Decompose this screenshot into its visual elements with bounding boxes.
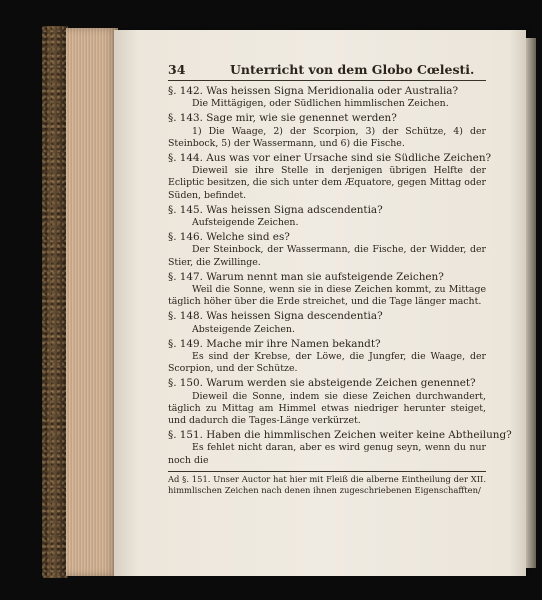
question-143: §. 143. Sage mir, wie sie genennet werden? xyxy=(168,112,397,125)
answer-145: Aufsteigende Zeichen. xyxy=(192,217,299,229)
answer-146: Der Steinbock, der Wassermann, die Fische, der Widder, der Stier, die Zwillinge. xyxy=(168,244,486,268)
question-147: §. 147. Warum nennt man sie aufsteigende Zeichen? xyxy=(168,270,444,283)
answer-149: Es sind der Krebse, der Löwe, die Jungfer, die Waage, der Scorpion, und der Schütze. xyxy=(168,351,486,375)
question-145: §. 145. Was heissen Signa adscendentia? xyxy=(168,203,383,216)
question-148: §. 148. Was heissen Signa descendentia? xyxy=(168,310,383,323)
page-number: 34 xyxy=(168,62,186,77)
answer-150: Dieweil die Sonne, indem sie diese Zeichen durchwandert, täglich zu Mittag am Himmel etwas niedriger herunter steiget, und dadurch die Tages-Länge verkürzet. xyxy=(168,390,486,427)
answer-143: 1) Die Waage, 2) der Scorpion, 3) der Schütze, 4) der Steinbock, 5) der Wassermann, und 6) die Fische. xyxy=(168,125,486,149)
question-146: §. 146. Welche sind es? xyxy=(168,231,290,244)
running-title: Unterricht von dem Globo Cœlesti. xyxy=(230,62,475,77)
answer-142: Die Mittägigen, oder Südlichen himmlischen Zeichen. xyxy=(192,98,449,110)
question-150: §. 150. Warum werden sie absteigende Zeichen genennet? xyxy=(168,377,476,390)
page-text xyxy=(168,62,512,504)
question-144: §. 144. Aus was vor einer Ursache sind sie Südliche Zeichen? xyxy=(168,152,492,165)
page-stack-edge xyxy=(66,28,118,576)
question-151: §. 151. Haben die himmlischen Zeichen weiter keine Abtheilung? xyxy=(168,429,512,442)
facing-page-edge xyxy=(526,38,536,568)
footnote: Ad §. 151. Unser Auctor hat hier mit Fleiß die alberne Eintheilung der XII. himmlischen Zeichen nach denen ihnen zugeschriebenen Eigenschafften/ xyxy=(168,473,486,495)
answer-144: Dieweil sie ihre Stelle in derjenigen übrigen Helfte der Ecliptic besitzen, die sich unter dem Æquatore, gegen Mittag oder Süden, befindet. xyxy=(168,165,486,201)
question-142: §. 142. Was heissen Signa Meridionalia oder Australia? xyxy=(168,85,459,97)
book-cover-edge xyxy=(42,26,68,578)
answer-148: Absteigende Zeichen. xyxy=(192,323,295,335)
question-149: §. 149. Mache mir ihre Namen bekandt? xyxy=(168,337,381,350)
answer-151: Es fehlet nicht daran, aber es wird genug seyn, wenn du nur noch die xyxy=(168,442,486,466)
running-header xyxy=(168,62,486,81)
answer-147: Weil die Sonne, wenn sie in diese Zeichen kommt, zu Mittage täglich höher über die Erde streichet, und die Tage länger macht. xyxy=(168,284,486,308)
footnote-rule xyxy=(168,471,486,472)
